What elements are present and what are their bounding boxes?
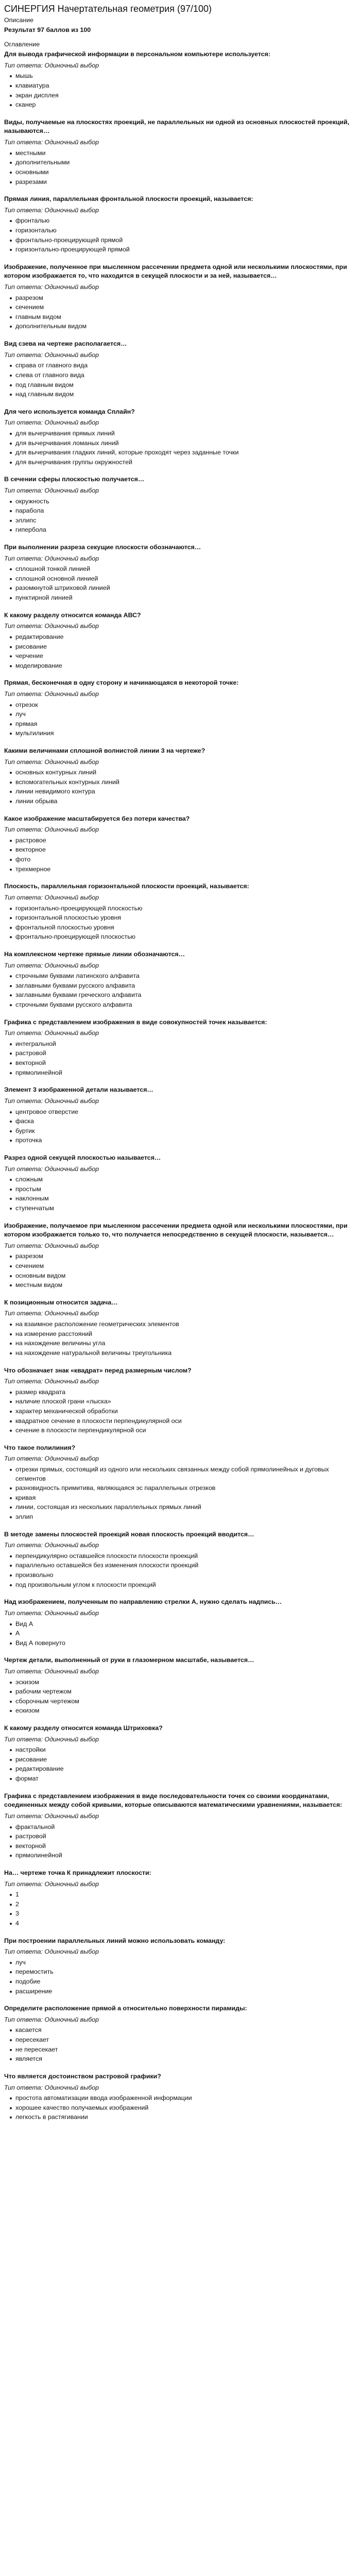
answer-type-label: Тип ответа: Одиночный выбор: [4, 1541, 99, 1549]
question-block: [4, 1937, 357, 1996]
answer-option: векторной: [15, 1059, 357, 1068]
question-block: [4, 1444, 357, 1522]
question-text: На… чертеже точка К принадлежит плоскости:: [4, 1869, 151, 1876]
question-text: К какому разделу относится команда Штриховка?: [4, 1724, 163, 1732]
answer-options-list: [4, 904, 357, 942]
answer-type-label: Тип ответа: Одиночный выбор: [4, 554, 99, 562]
answer-option: настройки: [15, 1745, 357, 1755]
answer-options-list: [4, 1890, 357, 1928]
answer-option: растровой: [15, 1049, 357, 1058]
answer-option: заглавными буквами русского алфавита: [15, 981, 357, 991]
answer-option: Вид А повернуто: [15, 1639, 357, 1648]
question-block: [4, 408, 357, 467]
question-block: [4, 950, 357, 1010]
answer-option: сплошной основной линией: [15, 574, 357, 584]
answer-option: простота автоматизации ввода изображенной информации: [15, 2094, 357, 2103]
answer-option: на измерение расстояний: [15, 1330, 357, 1339]
answer-type-label: Тип ответа: Одиночный выбор: [4, 690, 99, 698]
answer-option: простым: [15, 1185, 357, 1194]
question-text: Чертеж детали, выполненный от руки в глазомерном масштабе, называется…: [4, 1656, 254, 1664]
question-block: [4, 1598, 357, 1648]
answer-type-label: Тип ответа: Одиночный выбор: [4, 2015, 99, 2023]
answer-options-list: [4, 2094, 357, 2122]
answer-option: заглавными буквами греческого алфавита: [15, 991, 357, 1000]
answer-option: фото: [15, 855, 357, 865]
question-text: Что является достоинством растровой графики?: [4, 2072, 161, 2080]
answer-type-label: Тип ответа: Одиночный выбор: [4, 1029, 99, 1037]
answer-option: линии невидимого контура: [15, 787, 357, 796]
answer-option: над главным видом: [15, 390, 357, 399]
answer-options-list: [4, 1252, 357, 1290]
answer-options-list: [4, 768, 357, 806]
answer-option: фрактальной: [15, 1823, 357, 1832]
question-block: [4, 815, 357, 874]
question-text: Прямая, бесконечная в одну сторону и начинающаяся в некоторой точке:: [4, 679, 239, 687]
answer-option: клавиатура: [15, 81, 357, 91]
answer-options-list: [4, 565, 357, 602]
answer-option: 3: [15, 1909, 357, 1919]
answer-option: вспомогательных контурных линий: [15, 778, 357, 787]
question-text: Разрез одной секущей плоскостью называется…: [4, 1154, 161, 1161]
answer-type-label: Тип ответа: Одиночный выбор: [4, 1165, 99, 1173]
answer-option: сканер: [15, 100, 357, 110]
answer-option: эскизом: [15, 1678, 357, 1687]
question-text: Над изображением, полученным по направлению стрелки А, нужно сделать надпись…: [4, 1598, 282, 1606]
answer-option: на взаимное расположение геометрических элементов: [15, 1320, 357, 1329]
question-text: Графика с представлением изображения в виде последовательности точек со своими координатами, соединенных между собой кривыми, которые описываются математическими уравнениями, называется:: [4, 1792, 342, 1809]
answer-option: луч: [15, 710, 357, 719]
answer-option: фронтально-проецирующей прямой: [15, 236, 357, 245]
answer-option: квадратное сечение в плоскости перпендикулярной оси: [15, 1417, 357, 1426]
answer-option: кривая: [15, 1494, 357, 1503]
answer-options-list: [4, 361, 357, 399]
answer-option: редактирование: [15, 633, 357, 642]
page-title: СИНЕРГИЯ Начертательная геометрия (97/100): [4, 4, 212, 14]
answer-option: векторное: [15, 845, 357, 855]
answer-option: рисование: [15, 1755, 357, 1765]
answer-options-list: [4, 1108, 357, 1145]
answer-option: разрезом: [15, 1252, 357, 1261]
answer-type-label: Тип ответа: Одиночный выбор: [4, 1609, 99, 1617]
question-text: Графика с представлением изображения в виде совокупностей точек называется:: [4, 1018, 267, 1026]
answer-option: 2: [15, 1900, 357, 1909]
answer-type-label: Тип ответа: Одиночный выбор: [4, 826, 99, 834]
answer-option: является: [15, 2055, 357, 2064]
answer-type-label: Тип ответа: Одиночный выбор: [4, 893, 99, 901]
answer-option: подобие: [15, 1977, 357, 1987]
answer-type-label: Тип ответа: Одиночный выбор: [4, 1880, 99, 1888]
answer-option: основными: [15, 168, 357, 177]
question-block: [4, 543, 357, 603]
answer-option: перпендикулярно оставшейся плоскости плоскости проекций: [15, 1552, 357, 1561]
question-block: [4, 1298, 357, 1358]
answer-option: основным видом: [15, 1272, 357, 1281]
question-text: К позиционным относится задача…: [4, 1298, 118, 1306]
answer-option: моделирование: [15, 662, 357, 671]
answer-options-list: [4, 2026, 357, 2063]
answer-option: пересекает: [15, 2036, 357, 2045]
answer-options-list: [4, 1465, 357, 1522]
answer-option: ескизом: [15, 1706, 357, 1716]
answer-option: не пересекает: [15, 2045, 357, 2055]
question-block: [4, 50, 357, 110]
question-text: Какими величинами сплошной волнистой линии 3 на чертеже?: [4, 747, 205, 754]
answer-option: горизонтально-проецирующей плоскостью: [15, 904, 357, 913]
answer-option: трехмерное: [15, 865, 357, 874]
answer-option: сложным: [15, 1175, 357, 1184]
answer-option: окружность: [15, 497, 357, 506]
answer-type-label: Тип ответа: Одиночный выбор: [4, 419, 99, 427]
answer-type-label: Тип ответа: Одиночный выбор: [4, 1948, 99, 1956]
question-block: [4, 118, 357, 187]
answer-type-label: Тип ответа: Одиночный выбор: [4, 1735, 99, 1743]
question-text: Для вывода графической информации в персональном компьютере используется:: [4, 50, 270, 58]
question-text: Что обозначает знак «квадрат» перед размерным числом?: [4, 1366, 192, 1374]
answer-option: фронтально-проецирующей плоскостью: [15, 933, 357, 942]
answer-option: сечением: [15, 303, 357, 312]
toc-label: Оглавление: [4, 40, 40, 48]
answer-option: 1: [15, 1890, 357, 1900]
question-block: [4, 2004, 357, 2064]
question-block: [4, 340, 357, 399]
answer-options-list: [4, 1745, 357, 1783]
answer-type-label: Тип ответа: Одиночный выбор: [4, 1667, 99, 1675]
answer-options-list: [4, 1958, 357, 1996]
answer-option: местными: [15, 149, 357, 158]
question-text: Виды, получаемые на плоскостях проекций, не параллельных ни одной из основных плоскостей проекций, называются…: [4, 118, 350, 135]
answer-option: черчение: [15, 652, 357, 661]
answer-option: под главным видом: [15, 381, 357, 390]
question-text: При выполнении разреза секущие плоскости обозначаются…: [4, 544, 201, 551]
answer-options-list: [4, 1823, 357, 1860]
answer-option: прямолинейной: [15, 1851, 357, 1860]
answer-option: разомкнутой штриховой линией: [15, 584, 357, 593]
answer-options-list: [4, 972, 357, 1009]
answer-option: горизонталью: [15, 226, 357, 235]
answer-option: наклонным: [15, 1194, 357, 1204]
answer-options-list: [4, 1320, 357, 1358]
question-text: В сечении сферы плоскостью получается…: [4, 476, 145, 483]
answer-option: главным видом: [15, 313, 357, 322]
answer-option: легкость в растягивании: [15, 2113, 357, 2122]
answer-option: слева от главного вида: [15, 371, 357, 380]
answer-option: для вычерчивания ломаных линий: [15, 439, 357, 448]
answer-option: для вычерчивания прямых линий: [15, 429, 357, 438]
answer-type-label: Тип ответа: Одиночный выбор: [4, 1378, 99, 1385]
answer-type-label: Тип ответа: Одиночный выбор: [4, 283, 99, 291]
answer-option: мышь: [15, 72, 357, 81]
question-text: Вид сзева на чертеже располагается…: [4, 340, 127, 348]
answer-option: под произвольным углом к плоскости проекций: [15, 1581, 357, 1590]
answer-option: ступенчатым: [15, 1204, 357, 1213]
answer-options-list: [4, 836, 357, 874]
answer-options-list: [4, 1620, 357, 1648]
answer-option: характер механической обработки: [15, 1407, 357, 1416]
answer-option: прямолинейной: [15, 1069, 357, 1078]
answer-option: линии обрыва: [15, 797, 357, 806]
question-text: Для чего используется команда Сплайн?: [4, 408, 135, 415]
answer-option: дополнительным видом: [15, 322, 357, 331]
answer-type-label: Тип ответа: Одиночный выбор: [4, 2083, 99, 2091]
answer-option: на нахождение натуральной величины треугольника: [15, 1349, 357, 1358]
answer-type-label: Тип ответа: Одиночный выбор: [4, 1097, 99, 1105]
question-text: При построении параллельных линий можно использовать команду:: [4, 1937, 226, 1944]
answer-type-label: Тип ответа: Одиночный выбор: [4, 1310, 99, 1317]
answer-option: прямая: [15, 720, 357, 729]
question-text: На комплексном чертеже прямые линии обозначаются…: [4, 950, 185, 958]
answer-options-list: [4, 633, 357, 670]
answer-option: сборочным чертежом: [15, 1697, 357, 1706]
answer-options-list: [4, 294, 357, 331]
answer-option: мультилиния: [15, 729, 357, 738]
answer-option: рисование: [15, 642, 357, 652]
answer-option: центровое отверстие: [15, 1108, 357, 1117]
answer-option: касается: [15, 2026, 357, 2035]
answer-options-list: [4, 1175, 357, 1213]
answer-option: 4: [15, 1919, 357, 1928]
answer-option: гипербола: [15, 526, 357, 535]
answer-options-list: [4, 216, 357, 254]
answer-option: местным видом: [15, 1281, 357, 1290]
answer-option: наличие плоской грани «лыска»: [15, 1397, 357, 1406]
answer-option: интегральной: [15, 1040, 357, 1049]
answer-option: строчными буквами русского алфавита: [15, 1001, 357, 1010]
answer-option: для вычерчивания группы окружностей: [15, 458, 357, 467]
answer-option: расширение: [15, 1987, 357, 1996]
answer-option: разновидность примитива, являющаяся эс параллельных отрезков: [15, 1484, 357, 1493]
question-block: [4, 1724, 357, 1784]
question-block: [4, 475, 357, 535]
question-block: [4, 1656, 357, 1716]
answer-option: растровой: [15, 1832, 357, 1841]
answer-type-label: Тип ответа: Одиночный выбор: [4, 61, 99, 69]
answer-option: фронтальной плоскостью уровня: [15, 923, 357, 933]
answer-option: сечением: [15, 1262, 357, 1271]
answer-option: рабочим чертежом: [15, 1687, 357, 1697]
question-block: [4, 1792, 357, 1860]
question-block: [4, 1869, 357, 1928]
question-text: Плоскость, параллельная горизонтальной плоскости проекций, называется:: [4, 883, 249, 890]
answer-type-label: Тип ответа: Одиночный выбор: [4, 961, 99, 969]
question-text: В методе замены плоскостей проекций новая плоскость проекций вводится…: [4, 1530, 254, 1538]
answer-option: парабола: [15, 506, 357, 516]
answer-options-list: [4, 72, 357, 109]
answer-option: основных контурных линий: [15, 768, 357, 777]
answer-type-label: Тип ответа: Одиночный выбор: [4, 139, 99, 146]
answer-option: хорошее качество получаемых изображений: [15, 2104, 357, 2113]
question-block: [4, 1366, 357, 1435]
question-block: [4, 263, 357, 331]
question-block: [4, 1018, 357, 1078]
answer-options-list: [4, 1552, 357, 1589]
answer-option: разрезом: [15, 294, 357, 303]
answer-option: отрезок: [15, 701, 357, 710]
question-text: Что такое полилиния?: [4, 1444, 76, 1451]
answer-option: разрезами: [15, 178, 357, 187]
answer-option: перемостить: [15, 1968, 357, 1977]
answer-option: справа от главного вида: [15, 361, 357, 370]
answer-option: формат: [15, 1774, 357, 1784]
answer-option: луч: [15, 1958, 357, 1968]
question-text: Какое изображение масштабируется без потери качества?: [4, 815, 190, 822]
question-block: [4, 679, 357, 738]
answer-option: проточка: [15, 1136, 357, 1145]
answer-option: сечение в плоскости перпендикулярной оси: [15, 1426, 357, 1435]
answer-type-label: Тип ответа: Одиночный выбор: [4, 351, 99, 359]
answer-options-list: [4, 701, 357, 738]
question-text: Элемент 3 изображенной детали называется…: [4, 1086, 153, 1094]
question-block: [4, 1222, 357, 1290]
answer-options-list: [4, 1388, 357, 1435]
description-label: Описание: [4, 16, 34, 24]
answer-option: пунктирной линией: [15, 594, 357, 603]
question-text: Определите расположение прямой а относительно поверхности пирамиды:: [4, 2005, 247, 2012]
answer-option: на нахождение величины угла: [15, 1339, 357, 1348]
question-block: [4, 1530, 357, 1590]
question-text: Изображение, полученное при мысленном рассечении предмета одной или несколькими плоскостями, при котором изображается то, что находится в секущей плоскости и за ней, называется…: [4, 263, 347, 280]
answer-option: сплошной тонкой линией: [15, 565, 357, 574]
answer-option: эллипс: [15, 516, 357, 526]
question-block: [4, 2072, 357, 2122]
answer-type-label: Тип ответа: Одиночный выбор: [4, 1812, 99, 1820]
answer-type-label: Тип ответа: Одиночный выбор: [4, 622, 99, 630]
answer-option: для вычерчивания гладких линий, которые проходят через заданные точки: [15, 448, 357, 457]
answer-option: Вид А: [15, 1620, 357, 1629]
question-block: [4, 882, 357, 942]
answer-options-list: [4, 1040, 357, 1077]
answer-option: размер квадрата: [15, 1388, 357, 1397]
question-text: К какому разделу относится команда АВС?: [4, 611, 141, 619]
question-block: [4, 747, 357, 806]
answer-option: произвольно: [15, 1571, 357, 1580]
question-block: [4, 1154, 357, 1213]
answer-option: линии, состоящая из нескольких параллельных прямых линий: [15, 1503, 357, 1512]
answer-type-label: Тип ответа: Одиночный выбор: [4, 758, 99, 766]
answer-option: дополнительными: [15, 158, 357, 167]
answer-option: А: [15, 1629, 357, 1638]
answer-type-label: Тип ответа: Одиночный выбор: [4, 206, 99, 214]
answer-option: горизонтально-проецирующей прямой: [15, 245, 357, 255]
question-text: Прямая линия, параллельная фронтальной плоскости проекций, называется:: [4, 195, 253, 203]
answer-option: фронталью: [15, 216, 357, 226]
answer-option: строчными буквами латинского алфавита: [15, 972, 357, 981]
answer-options-list: [4, 1678, 357, 1716]
answer-option: редактирование: [15, 1765, 357, 1774]
answer-type-label: Тип ответа: Одиночный выбор: [4, 486, 99, 494]
question-text: Изображение, получаемое при мысленном рассечении предмета одной или несколькими плоскостями, при котором изображается только то, что получается непосредственно в секущей плоскости, называется…: [4, 1222, 348, 1239]
answer-options-list: [4, 497, 357, 535]
answer-type-label: Тип ответа: Одиночный выбор: [4, 1455, 99, 1463]
answer-option: отрезки прямых, состоящий из одного или нескольких связанных между собой прямолинейных и дуговых сегментов: [15, 1465, 357, 1483]
answer-option: экран дисплея: [15, 91, 357, 100]
answer-option: параллельно оставшейся без изменения плоскости проекций: [15, 1561, 357, 1570]
question-block: [4, 1086, 357, 1145]
result-score: Результат 97 баллов из 100: [4, 26, 91, 33]
answer-option: растровое: [15, 836, 357, 845]
answer-option: буртик: [15, 1127, 357, 1136]
answer-option: эллип: [15, 1513, 357, 1522]
question-block: [4, 195, 357, 255]
answer-type-label: Тип ответа: Одиночный выбор: [4, 1242, 99, 1249]
answer-option: векторной: [15, 1842, 357, 1851]
answer-options-list: [4, 429, 357, 467]
question-block: [4, 611, 357, 671]
answer-options-list: [4, 149, 357, 187]
answer-option: горизонтальной плоскостью уровня: [15, 913, 357, 923]
answer-option: фаска: [15, 1117, 357, 1126]
question-list: [4, 50, 357, 2122]
